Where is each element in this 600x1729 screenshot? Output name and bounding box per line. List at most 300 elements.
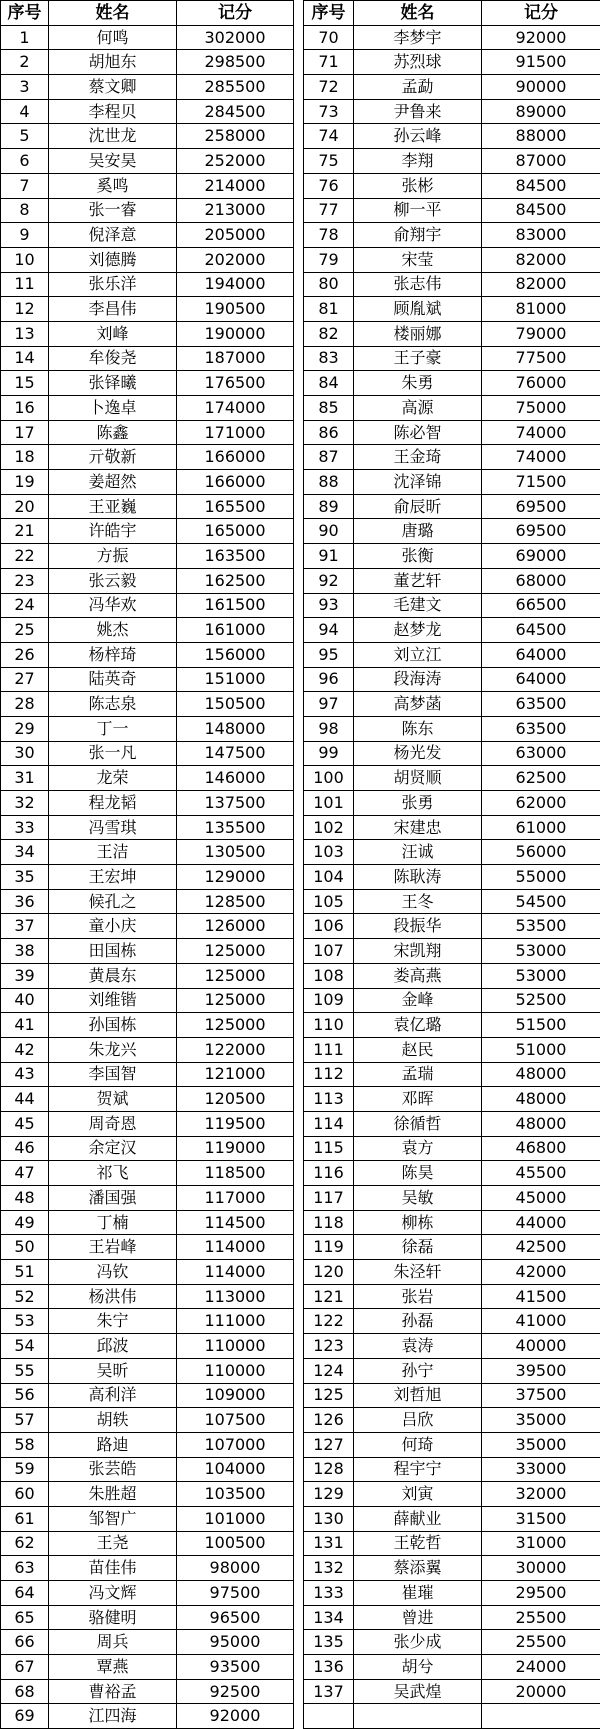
table-row [304,321,600,346]
rank-cell: 64 [1,1581,49,1606]
name-cell: 刘寅 [354,1482,482,1507]
table-row [1,519,294,544]
rank-cell: 108 [304,963,354,988]
name-cell: 祁飞 [49,1161,177,1186]
rank-cell: 50 [1,1235,49,1260]
rank-cell: 43 [1,1062,49,1087]
rank-cell: 49 [1,1210,49,1235]
rank-cell: 16 [1,396,49,421]
rank-cell: 79 [304,247,354,272]
name-cell: 王洁 [49,840,177,865]
table-row [1,667,294,692]
name-cell: 高梦菡 [354,692,482,717]
score-cell [482,1704,600,1729]
score-cell: 61000 [482,815,600,840]
table-row [304,1432,600,1457]
rank-cell: 103 [304,840,354,865]
rank-cell: 128 [304,1457,354,1482]
name-cell: 陈东 [354,716,482,741]
name-cell: 朱泾轩 [354,1260,482,1285]
name-cell: 王岩峰 [49,1235,177,1260]
name-cell: 邱波 [49,1334,177,1359]
score-cell: 95000 [177,1630,294,1655]
table-row [304,791,600,816]
score-cell: 165500 [177,494,294,519]
name-cell: 吕欣 [354,1408,482,1433]
name-cell: 苗佳伟 [49,1556,177,1581]
table-row [304,494,600,519]
score-cell: 53000 [482,939,600,964]
table-row [1,272,294,297]
rank-cell: 135 [304,1630,354,1655]
name-cell: 张彬 [354,173,482,198]
rank-cell: 98 [304,716,354,741]
table-row [304,741,600,766]
score-cell: 88000 [482,124,600,149]
rank-cell: 9 [1,223,49,248]
rank-cell: 34 [1,840,49,865]
table-row [304,1457,600,1482]
table-row [304,149,600,174]
table-row [304,1581,600,1606]
rank-cell: 33 [1,815,49,840]
name-cell: 张岩 [354,1284,482,1309]
rank-cell: 122 [304,1309,354,1334]
name-cell: 胡轶 [49,1408,177,1433]
table-row [304,99,600,124]
score-cell: 120500 [177,1087,294,1112]
table-row [1,198,294,223]
table-row [1,99,294,124]
rank-cell: 117 [304,1186,354,1211]
table-row [1,1630,294,1655]
table-row [1,470,294,495]
name-cell: 袁亿璐 [354,1013,482,1038]
rank-cell: 112 [304,1062,354,1087]
score-cell: 71500 [482,470,600,495]
name-cell: 骆健明 [49,1605,177,1630]
rank-cell: 111 [304,1037,354,1062]
name-cell: 孟勐 [354,75,482,100]
name-cell: 余定汉 [49,1136,177,1161]
score-cell: 37500 [482,1383,600,1408]
score-cell: 62500 [482,766,600,791]
name-cell: 邓晖 [354,1087,482,1112]
rank-cell: 51 [1,1260,49,1285]
score-cell: 74000 [482,420,600,445]
rank-cell: 78 [304,223,354,248]
score-cell: 190000 [177,321,294,346]
name-cell: 孙国栋 [49,1013,177,1038]
name-cell: 汪诚 [354,840,482,865]
table-row [304,815,600,840]
rank-cell: 86 [304,420,354,445]
name-cell: 倪泽意 [49,223,177,248]
name-cell: 袁方 [354,1136,482,1161]
name-cell: 陆英奇 [49,667,177,692]
name-cell: 冯华欢 [49,593,177,618]
score-cell: 92000 [177,1704,294,1729]
score-cell: 114500 [177,1210,294,1235]
rank-cell: 100 [304,766,354,791]
table-row [304,914,600,939]
name-cell: 黄晨东 [49,963,177,988]
rank-cell: 2 [1,50,49,75]
rank-cell: 38 [1,939,49,964]
score-cell: 84500 [482,198,600,223]
rank-cell: 131 [304,1531,354,1556]
table-row [1,1655,294,1680]
table-row [304,1358,600,1383]
name-cell: 姜超然 [49,470,177,495]
score-cell: 53500 [482,914,600,939]
score-cell: 64500 [482,618,600,643]
table-row [304,420,600,445]
table-row [304,988,600,1013]
score-cell: 97500 [177,1581,294,1606]
name-cell: 童小庆 [49,914,177,939]
table-row [304,1037,600,1062]
rank-cell: 20 [1,494,49,519]
table-row [1,1556,294,1581]
rank-cell: 13 [1,321,49,346]
name-cell: 王乾哲 [354,1531,482,1556]
name-cell: 江四海 [49,1704,177,1729]
score-cell: 63000 [482,741,600,766]
rank-cell: 82 [304,321,354,346]
table-row [304,371,600,396]
score-cell: 110000 [177,1334,294,1359]
table-row [1,865,294,890]
table-row [1,766,294,791]
table-row [1,692,294,717]
rank-cell: 27 [1,667,49,692]
score-cell: 92000 [482,25,600,50]
score-cell: 148000 [177,716,294,741]
score-cell: 25500 [482,1630,600,1655]
name-cell: 李国智 [49,1062,177,1087]
score-cell: 161000 [177,618,294,643]
header-index: 序号 [304,1,354,26]
score-cell: 64000 [482,642,600,667]
table-row [1,1581,294,1606]
name-cell: 徐磊 [354,1235,482,1260]
name-cell: 冯钦 [49,1260,177,1285]
name-cell: 张乐洋 [49,272,177,297]
rank-cell: 30 [1,741,49,766]
table-row [1,1136,294,1161]
score-cell: 45500 [482,1161,600,1186]
name-cell: 王尧 [49,1531,177,1556]
rank-cell: 124 [304,1358,354,1383]
rank-cell: 88 [304,470,354,495]
table-row [304,963,600,988]
rank-cell: 123 [304,1334,354,1359]
rank-cell: 18 [1,445,49,470]
rank-cell: 75 [304,149,354,174]
name-cell: 吴昕 [49,1358,177,1383]
rank-cell: 119 [304,1235,354,1260]
rank-cell: 87 [304,445,354,470]
name-cell: 朱宁 [49,1309,177,1334]
rank-cell: 1 [1,25,49,50]
name-cell: 覃燕 [49,1655,177,1680]
rank-cell: 116 [304,1161,354,1186]
table-row [304,50,600,75]
name-cell: 陈鑫 [49,420,177,445]
table-row [304,297,600,322]
score-cell: 125000 [177,963,294,988]
name-cell: 周兵 [49,1630,177,1655]
score-cell: 96500 [177,1605,294,1630]
score-cell: 81000 [482,297,600,322]
rank-cell: 11 [1,272,49,297]
score-cell: 93500 [177,1655,294,1680]
score-cell: 39500 [482,1358,600,1383]
score-cell: 111000 [177,1309,294,1334]
table-row [1,1704,294,1729]
table-row [1,988,294,1013]
score-cell: 30000 [482,1556,600,1581]
rank-cell: 115 [304,1136,354,1161]
ranking-table-right [303,0,600,1729]
score-cell: 205000 [177,223,294,248]
table-row [1,396,294,421]
name-cell: 陈志泉 [49,692,177,717]
rank-cell: 23 [1,568,49,593]
table-row [1,1432,294,1457]
rank-cell: 132 [304,1556,354,1581]
table-row [304,445,600,470]
table-row [1,1235,294,1260]
name-cell: 杨光发 [354,741,482,766]
table-row [1,1284,294,1309]
name-cell: 陈必智 [354,420,482,445]
name-cell: 王亚巍 [49,494,177,519]
score-cell: 69500 [482,519,600,544]
ranking-body-right [304,25,600,1728]
table-row [1,371,294,396]
rank-cell: 68 [1,1679,49,1704]
name-cell: 孙宁 [354,1358,482,1383]
rank-cell: 19 [1,470,49,495]
rank-cell: 31 [1,766,49,791]
rank-cell: 41 [1,1013,49,1038]
table-row [304,1136,600,1161]
score-cell: 42000 [482,1260,600,1285]
name-cell: 朱龙兴 [49,1037,177,1062]
name-cell: 冯雪琪 [49,815,177,840]
table-row [1,544,294,569]
table-row [304,1408,600,1433]
score-cell: 89000 [482,99,600,124]
score-cell: 32000 [482,1482,600,1507]
name-cell: 董艺轩 [354,568,482,593]
table-row [1,1186,294,1211]
name-cell: 曾进 [354,1605,482,1630]
name-cell: 刘立江 [354,642,482,667]
table-row [1,124,294,149]
score-cell: 156000 [177,642,294,667]
rank-cell [304,1704,354,1729]
rank-cell: 56 [1,1383,49,1408]
score-cell: 129000 [177,865,294,890]
score-cell: 103500 [177,1482,294,1507]
rank-cell: 37 [1,914,49,939]
score-cell: 68000 [482,568,600,593]
name-cell: 段振华 [354,914,482,939]
name-cell: 张云毅 [49,568,177,593]
name-cell: 张一睿 [49,198,177,223]
score-cell: 194000 [177,272,294,297]
table-row [1,173,294,198]
score-cell: 121000 [177,1062,294,1087]
rank-cell: 8 [1,198,49,223]
table-row [304,1506,600,1531]
name-cell: 刘哲旭 [354,1383,482,1408]
score-cell: 171000 [177,420,294,445]
table-row [304,889,600,914]
score-cell: 48000 [482,1111,600,1136]
score-cell: 163500 [177,544,294,569]
table-row [304,396,600,421]
name-cell: 赵梦龙 [354,618,482,643]
table-row [1,445,294,470]
rank-cell: 136 [304,1655,354,1680]
name-cell: 贺斌 [49,1087,177,1112]
table-header-row [1,1,294,26]
score-cell: 165000 [177,519,294,544]
table-row [1,791,294,816]
name-cell: 宋莹 [354,247,482,272]
score-cell: 252000 [177,149,294,174]
name-cell: 李程贝 [49,99,177,124]
table-row [304,1111,600,1136]
rank-cell: 36 [1,889,49,914]
rank-cell: 104 [304,865,354,890]
table-row [304,1186,600,1211]
rank-cell: 15 [1,371,49,396]
rank-cell: 61 [1,1506,49,1531]
score-cell: 40000 [482,1334,600,1359]
rank-cell: 3 [1,75,49,100]
rank-cell: 70 [304,25,354,50]
score-cell: 24000 [482,1655,600,1680]
rank-cell: 53 [1,1309,49,1334]
table-header-row [304,1,600,26]
score-cell: 98000 [177,1556,294,1581]
table-row [304,1482,600,1507]
score-cell: 284500 [177,99,294,124]
rank-cell: 42 [1,1037,49,1062]
name-cell: 潘国强 [49,1186,177,1211]
score-cell: 41000 [482,1309,600,1334]
name-cell: 王子豪 [354,346,482,371]
table-row [1,149,294,174]
table-row [304,840,600,865]
name-cell: 路迪 [49,1432,177,1457]
score-cell: 150500 [177,692,294,717]
rank-cell: 106 [304,914,354,939]
score-cell: 114000 [177,1235,294,1260]
table-row [1,1062,294,1087]
rank-cell: 6 [1,149,49,174]
table-row [304,766,600,791]
rank-cell: 125 [304,1383,354,1408]
table-row [304,1704,600,1729]
score-cell: 62000 [482,791,600,816]
score-cell: 52500 [482,988,600,1013]
rank-cell: 71 [304,50,354,75]
score-cell: 285500 [177,75,294,100]
table-row [1,1408,294,1433]
score-cell: 33000 [482,1457,600,1482]
score-cell: 190500 [177,297,294,322]
score-cell: 91500 [482,50,600,75]
rank-cell: 105 [304,889,354,914]
table-row [1,1531,294,1556]
name-cell: 何琦 [354,1432,482,1457]
name-cell: 牟俊尧 [49,346,177,371]
name-cell: 顾胤斌 [354,297,482,322]
rank-cell: 130 [304,1506,354,1531]
table-row [1,50,294,75]
rank-cell: 54 [1,1334,49,1359]
name-cell: 蔡添翼 [354,1556,482,1581]
name-cell: 张铎曦 [49,371,177,396]
header-score: 记分 [482,1,600,26]
table-row [304,1284,600,1309]
rank-cell: 45 [1,1111,49,1136]
name-cell: 胡兮 [354,1655,482,1680]
rank-cell: 26 [1,642,49,667]
score-cell: 63500 [482,716,600,741]
table-row [1,25,294,50]
table-row [1,1260,294,1285]
table-row [304,75,600,100]
name-cell: 刘峰 [49,321,177,346]
name-cell: 李梦宇 [354,25,482,50]
table-row [1,1334,294,1359]
name-cell: 柳一平 [354,198,482,223]
score-cell: 125000 [177,988,294,1013]
score-cell: 113000 [177,1284,294,1309]
name-cell: 金峰 [354,988,482,1013]
rank-cell: 72 [304,75,354,100]
rank-cell: 39 [1,963,49,988]
table-row [304,1334,600,1359]
table-row [1,716,294,741]
score-cell: 161500 [177,593,294,618]
score-cell: 69000 [482,544,600,569]
score-cell: 51000 [482,1037,600,1062]
name-cell: 毛建文 [354,593,482,618]
rank-cell: 47 [1,1161,49,1186]
rank-cell: 126 [304,1408,354,1433]
score-cell: 101000 [177,1506,294,1531]
score-cell: 87000 [482,149,600,174]
score-cell: 82000 [482,247,600,272]
table-row [304,939,600,964]
rank-cell: 69 [1,1704,49,1729]
score-cell: 176500 [177,371,294,396]
score-cell: 166000 [177,470,294,495]
name-cell: 薛献业 [354,1506,482,1531]
table-row [1,642,294,667]
table-row [304,272,600,297]
table-row [304,1013,600,1038]
table-row [304,667,600,692]
